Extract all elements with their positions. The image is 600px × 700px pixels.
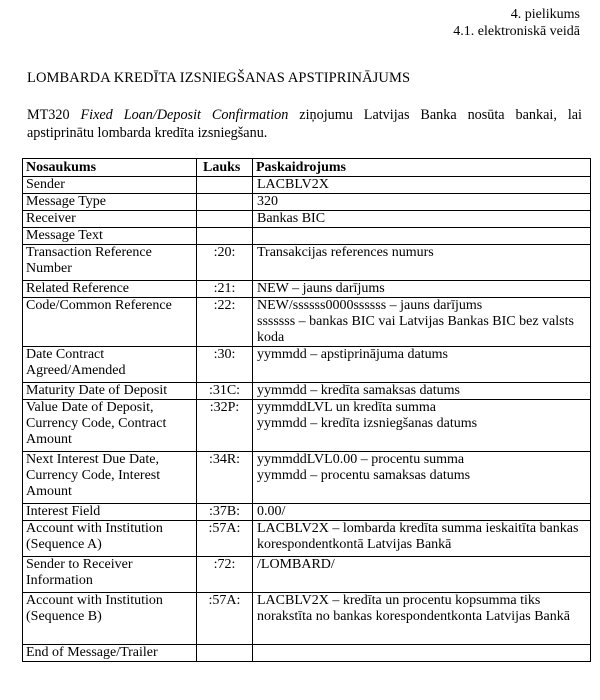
row-description [253, 194, 591, 211]
row-description [253, 383, 591, 400]
description-line: 0.00/ [257, 504, 286, 519]
table-row [23, 400, 591, 452]
header-name: Nosaukums [23, 159, 197, 177]
intro-italic: Fixed Loan/Deposit Confirmation [80, 107, 289, 123]
row-description [253, 400, 591, 452]
row-description [253, 521, 591, 557]
table-row [23, 557, 591, 593]
row-name: Transaction Reference Number [23, 245, 197, 281]
row-name: Account with Institution (Sequence B) [23, 593, 197, 645]
description-line: LACBLV2X [257, 177, 329, 192]
description-line: sssssss – bankas BIC vai Latvijas Bankas BIC bez valsts koda [257, 314, 574, 345]
row-field-tag: :72: [197, 557, 253, 593]
row-description [253, 347, 591, 383]
intro-rest: ziņojumu Latvijas Banka nosūta bankai, lai apstiprinātu lombarda kredīta izsniegšanu. [27, 107, 582, 141]
row-field-tag: :37B: [197, 504, 253, 521]
table-row [23, 211, 591, 228]
description-line: NEW – jauns darījums [257, 281, 385, 296]
intro-prefix: MT320 [27, 107, 70, 123]
annex-number: 4. pielikums [510, 7, 580, 22]
table-row [23, 347, 591, 383]
table-row [23, 245, 591, 281]
row-description [253, 452, 591, 504]
row-name: Related Reference [23, 281, 197, 298]
table-row [23, 645, 591, 662]
row-name: Value Date of Deposit, Currency Code, Contract Amount [23, 400, 197, 452]
row-name: Next Interest Due Date, Currency Code, Interest Amount [23, 452, 197, 504]
description-line: yymmdd – kredīta samaksas datums [257, 383, 460, 398]
row-name: End of Message/Trailer [23, 645, 197, 662]
row-name: Account with Institution (Sequence A) [23, 521, 197, 557]
row-description [253, 177, 591, 194]
row-description [253, 645, 591, 662]
description-line: yymmdd – apstiprinājuma datums [257, 347, 448, 362]
row-description [253, 593, 591, 645]
row-name: Code/Common Reference [23, 298, 197, 347]
row-description [253, 245, 591, 281]
row-name: Maturity Date of Deposit [23, 383, 197, 400]
row-field-tag: :20: [197, 245, 253, 281]
row-field-tag [197, 645, 253, 662]
description-line: yymmddLVL un kredīta summa [257, 400, 436, 415]
row-description [253, 504, 591, 521]
table-row [23, 194, 591, 211]
row-name: Message Text [23, 228, 197, 245]
annex-label [453, 6, 580, 40]
row-description [253, 557, 591, 593]
row-field-tag: :31C: [197, 383, 253, 400]
intro-paragraph [27, 106, 582, 142]
row-field-tag: :57A: [197, 593, 253, 645]
description-line: 320 [257, 194, 278, 209]
row-name: Date Contract Agreed/Amended [23, 347, 197, 383]
row-name: Receiver [23, 211, 197, 228]
table-body [23, 177, 591, 662]
description-line: Transakcijas references numurs [257, 245, 434, 260]
description-line: LACBLV2X – lombarda kredīta summa ieskaitīta bankas korespondentkontā Latvijas Bankā [257, 521, 579, 552]
table-row [23, 177, 591, 194]
message-fields-table [22, 158, 591, 662]
table-row [23, 383, 591, 400]
description-line: LACBLV2X – kredīta un procentu kopsumma tiks norakstīta no bankas korespondentkonta Latvijas Bankā [257, 593, 570, 624]
row-field-tag: :32P: [197, 400, 253, 452]
row-field-tag: :21: [197, 281, 253, 298]
row-description [253, 228, 591, 245]
row-name: Message Type [23, 194, 197, 211]
table-row [23, 298, 591, 347]
table-header-row [23, 159, 591, 177]
row-description [253, 211, 591, 228]
row-name: Interest Field [23, 504, 197, 521]
description-line: yymmdd – procentu samaksas datums [257, 468, 471, 483]
table-row [23, 521, 591, 557]
row-name: Sender to Receiver Information [23, 557, 197, 593]
row-field-tag [197, 177, 253, 194]
row-field-tag [197, 211, 253, 228]
header-description: Paskaidrojums [253, 159, 591, 177]
description-line: /LOMBARD/ [257, 557, 335, 572]
annex-subtitle: 4.1. elektroniskā veidā [453, 24, 580, 39]
table-row [23, 452, 591, 504]
table-row [23, 281, 591, 298]
description-line: Bankas BIC [257, 211, 326, 226]
description-line: yymmddLVL0.00 – procentu summa [257, 452, 465, 467]
table-row [23, 504, 591, 521]
row-description [253, 281, 591, 298]
row-field-tag: :30: [197, 347, 253, 383]
table-row [23, 228, 591, 245]
table-row [23, 593, 591, 645]
row-field-tag: :57A: [197, 521, 253, 557]
description-line: NEW/ssssss0000ssssss – jauns darījums [257, 298, 483, 313]
row-description [253, 298, 591, 347]
row-field-tag [197, 228, 253, 245]
header-field: Lauks [197, 159, 253, 177]
row-field-tag [197, 194, 253, 211]
document-title: LOMBARDA KREDĪTA IZSNIEGŠANAS APSTIPRINĀJUMS [27, 70, 411, 86]
description-line: yymmdd – kredīta izsniegšanas datums [257, 416, 478, 431]
row-field-tag: :34R: [197, 452, 253, 504]
row-field-tag: :22: [197, 298, 253, 347]
row-name: Sender [23, 177, 197, 194]
